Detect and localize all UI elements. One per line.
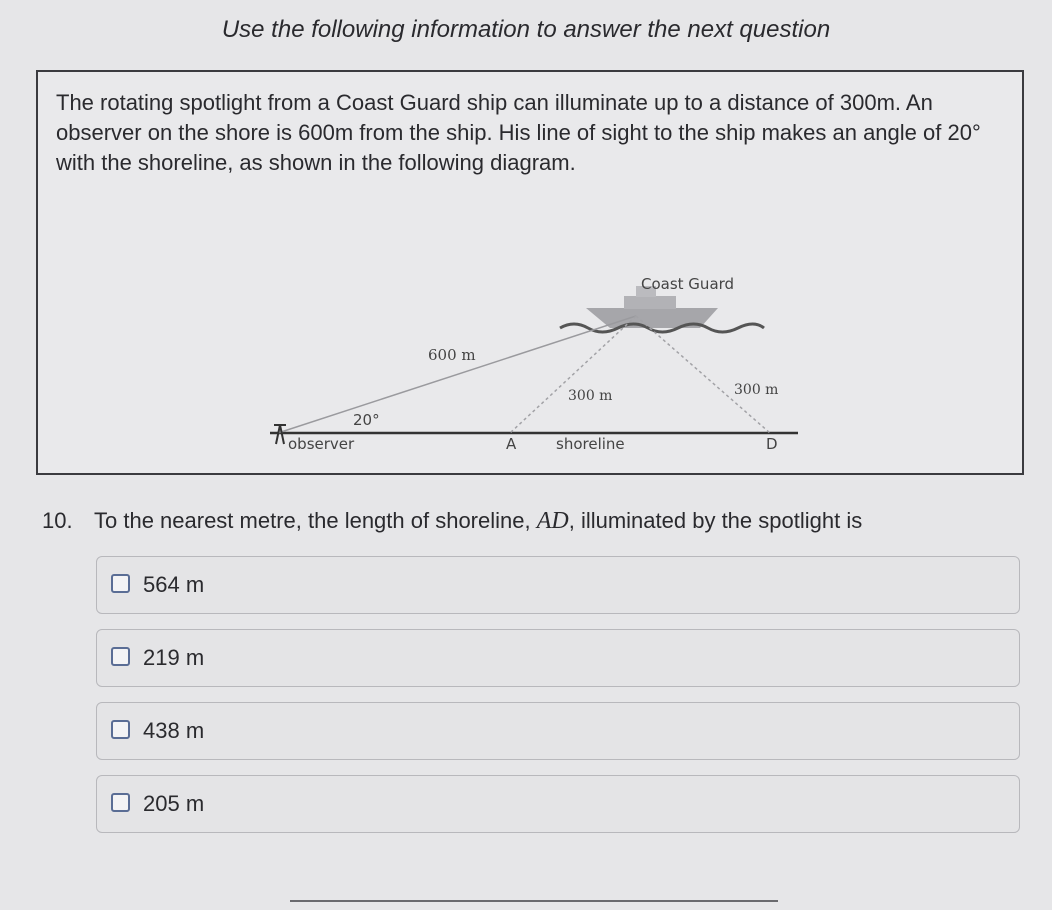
checkbox-icon[interactable] [111, 793, 130, 812]
distance-300-right-label: 300 m [734, 382, 779, 398]
checkbox-icon[interactable] [111, 647, 130, 666]
answer-option-label: 564 m [143, 572, 205, 597]
question-stem-start: To the nearest metre, the length of shoreline, [94, 508, 537, 533]
info-box [36, 70, 1024, 475]
distance-300-left-label: 300 m [568, 388, 613, 404]
answer-option-label: 219 m [143, 645, 205, 670]
question-stem-end: , illuminated by the spotlight is [568, 508, 863, 533]
answer-option-3[interactable] [96, 702, 1020, 760]
answer-option-label: 438 m [143, 718, 205, 743]
observer-icon [274, 425, 286, 444]
answer-option-label: 205 m [143, 791, 205, 816]
spotlight-line-a [510, 316, 636, 433]
section-header: Use the following information to answer the next question [221, 16, 831, 43]
angle-label: 20° [353, 411, 380, 429]
distance-600-label: 600 m [428, 346, 476, 364]
line-of-sight [278, 316, 636, 433]
point-d-label: D [766, 435, 778, 453]
question-number: 10. [42, 508, 73, 533]
bottom-divider [290, 900, 778, 902]
checkbox-icon[interactable] [111, 720, 130, 739]
diagram [38, 72, 1024, 475]
shoreline-label: shoreline [556, 435, 625, 453]
answer-option-2[interactable] [96, 629, 1020, 687]
info-paragraph: The rotating spotlight from a Coast Guard ship can illuminate up to a distance of 300m. An observer on the shore is 600m from the ship. His line of sight to the ship makes an angle of 20° with the shoreline, as shown in the following diagram. [56, 90, 981, 175]
point-a-label: A [506, 435, 517, 453]
checkbox-icon[interactable] [111, 574, 130, 593]
answer-option-1[interactable] [96, 556, 1020, 614]
answer-option-4[interactable] [96, 775, 1020, 833]
question-text [42, 508, 1042, 535]
spotlight-line-d [636, 316, 770, 433]
observer-label: observer [288, 435, 355, 453]
ship-label: Coast Guard [641, 275, 735, 293]
segment-ad: AD [536, 508, 569, 534]
